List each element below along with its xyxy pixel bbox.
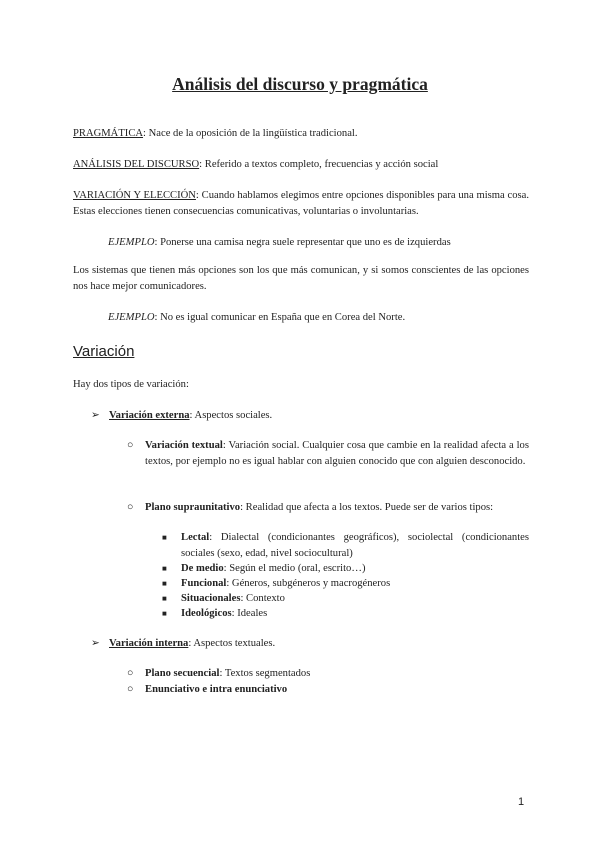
example-text: : No es igual comunicar en España que en Corea del Norte. [154, 312, 406, 323]
term-pragmatica: PRAGMÁTICA [73, 128, 144, 139]
arrow-bullet-icon: ➢ [91, 410, 100, 421]
item-text: : Según el medio (oral, escrito…) [223, 563, 366, 574]
item-label: Enunciativo e intra enunciativo [145, 684, 288, 695]
definition-text: : Cuando hablamos elegimos entre opciones disponibles para una misma cosa. Estas elecciones tienen consecuencias comunicativas, voluntarias o involuntarias. [73, 190, 529, 217]
item-label: Situacionales [181, 593, 241, 604]
item-text: : Realidad que afecta a los textos. Puede ser de varios tipos: [240, 502, 494, 513]
arrow-bullet-icon: ➢ [91, 638, 100, 649]
square-bullet-icon: ■ [162, 564, 167, 573]
list-item-ideologicos [181, 606, 529, 622]
item-text: : Aspectos textuales. [188, 638, 276, 649]
list-item-variacion-textual [145, 438, 529, 470]
item-label: Plano supraunitativo [145, 502, 241, 513]
definition-pragmatica [73, 126, 529, 142]
term-variacion-eleccion: VARIACIÓN Y ELECCIÓN [73, 190, 196, 201]
list-item-variacion-externa [109, 408, 529, 424]
item-label: Funcional [181, 578, 227, 589]
circle-bullet-icon: ○ [127, 668, 134, 679]
circle-bullet-icon: ○ [127, 440, 134, 451]
item-text: : Variación social. Cualquier cosa que cambie en la realidad afecta a los textos, por ejemplo no es igual hablar con alguien conocido que con alguien desconocido. [145, 440, 529, 467]
example-label: EJEMPLO [108, 312, 155, 323]
list-item-de-medio [181, 561, 529, 577]
item-label: Variación interna [109, 638, 189, 649]
page-title: Análisis del discurso y pragmática [172, 74, 428, 94]
item-text: : Géneros, subgéneros y macrogéneros [226, 578, 391, 589]
square-bullet-icon: ■ [162, 579, 167, 588]
definition-variacion-eleccion [73, 188, 529, 220]
item-label: Ideológicos [181, 608, 232, 619]
section-heading-variacion: Variación [73, 343, 135, 360]
item-label: Variación textual [145, 440, 223, 451]
list-item-enunciativo [145, 682, 529, 698]
circle-bullet-icon: ○ [127, 684, 134, 695]
item-label: Lectal [181, 532, 210, 543]
list-item-plano-supraunitativo [145, 500, 529, 516]
circle-bullet-icon: ○ [127, 502, 134, 513]
list-item-lectal [181, 530, 529, 562]
paragraph-sistemas: Los sistemas que tienen más opciones son los que más comunican, y si somos conscientes de las opciones nos hace mejor comunicadores. [73, 265, 529, 292]
example-label: EJEMPLO [108, 237, 155, 248]
square-bullet-icon: ■ [162, 533, 167, 542]
definition-text: : Referido a textos completo, frecuencias y acción social [199, 159, 439, 170]
item-text: : Contexto [240, 593, 285, 604]
list-item-variacion-interna [109, 636, 529, 652]
item-label: Plano secuencial [145, 668, 220, 679]
square-bullet-icon: ■ [162, 609, 167, 618]
item-text: : Textos segmentados [219, 668, 311, 679]
list-item-situacionales [181, 591, 529, 607]
square-bullet-icon: ■ [162, 594, 167, 603]
list-item-funcional [181, 576, 529, 592]
item-text: : Dialectal (condicionantes geográficos), sociolectal (condicionantes sociales (sexo, edad, nivel sociocultural) [181, 532, 529, 559]
example-text: : Ponerse una camisa negra suele representar que uno es de izquierdas [154, 237, 451, 248]
item-label: De medio [181, 563, 224, 574]
intro-text: Hay dos tipos de variación: [73, 379, 189, 390]
list-item-plano-secuencial [145, 666, 529, 682]
term-analisis-discurso: ANÁLISIS DEL DISCURSO [73, 159, 200, 170]
item-text: : Aspectos sociales. [189, 410, 273, 421]
item-text: : Ideales [231, 608, 268, 619]
item-label: Variación externa [109, 410, 190, 421]
page-number: 1 [518, 796, 525, 808]
example-1 [108, 235, 528, 251]
example-2 [108, 310, 528, 326]
definition-text: : Nace de la oposición de la lingüística tradicional. [143, 128, 358, 139]
definition-analisis-discurso [73, 157, 529, 173]
